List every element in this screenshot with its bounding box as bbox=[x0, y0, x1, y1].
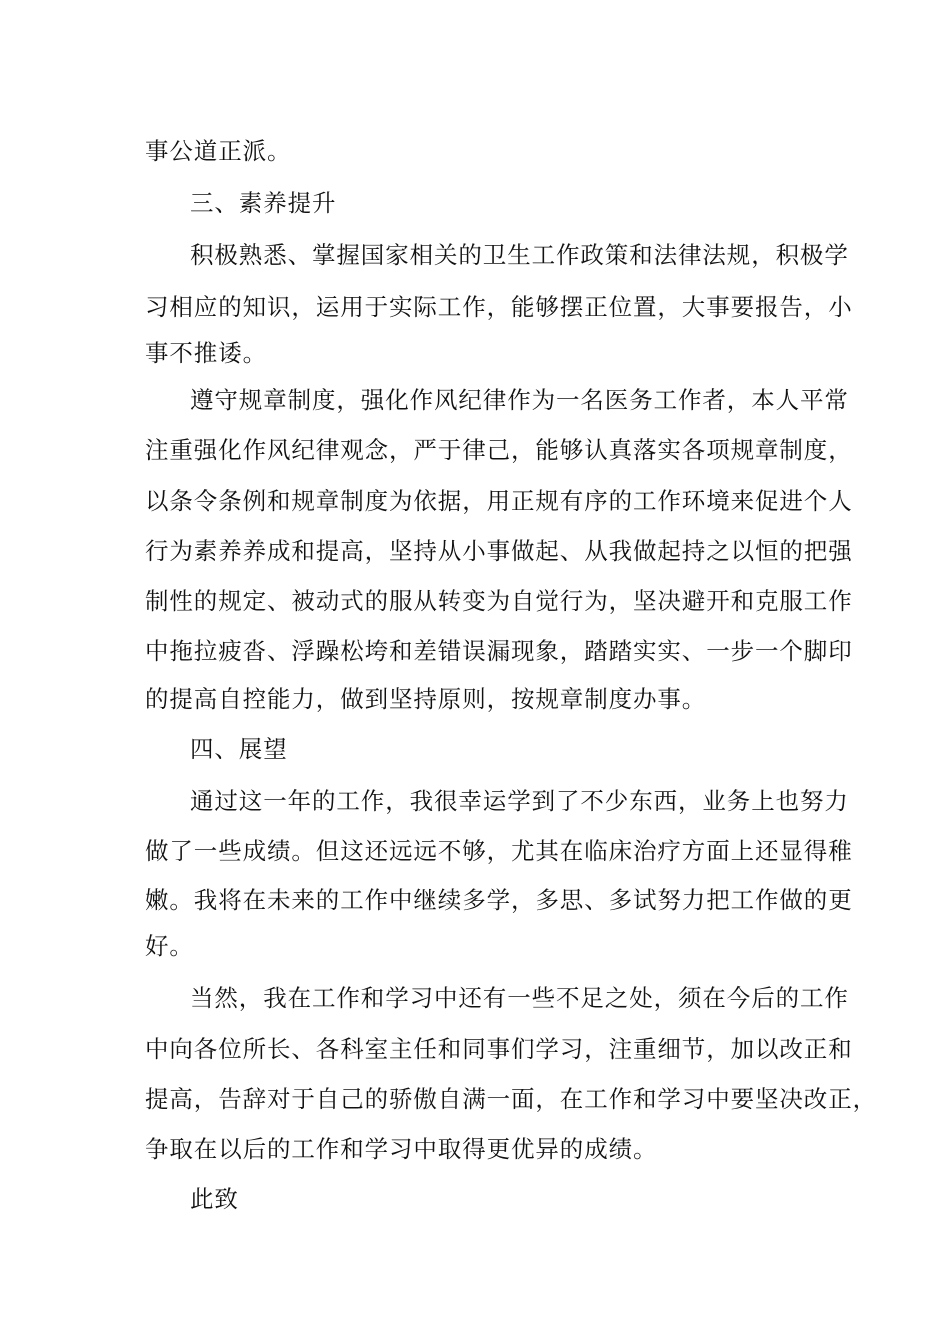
paragraph-line: 通过这一年的工作，我很幸运学到了不少东西，业务上也努力 bbox=[190, 787, 849, 815]
section-heading: 四、展望 bbox=[190, 735, 288, 763]
paragraph-line: 中向各位所长、各科室主任和同事们学习，注重细节，加以改正和 bbox=[145, 1035, 853, 1063]
paragraph-line: 中拖拉疲沓、浮躁松垮和差错误漏现象，踏踏实实、一步一个脚印 bbox=[145, 637, 853, 665]
section-heading: 三、素养提升 bbox=[190, 189, 337, 217]
paragraph-line: 的提高自控能力，做到坚持原则，按规章制度办事。 bbox=[145, 685, 707, 713]
paragraph-line: 争取在以后的工作和学习中取得更优异的成绩。 bbox=[145, 1135, 658, 1163]
paragraph-line: 提高，告辞对于自己的骄傲自满一面，在工作和学习中要坚决改正， bbox=[145, 1085, 877, 1113]
paragraph-line: 以条令条例和规章制度为依据，用正规有序的工作环境来促进个人 bbox=[145, 487, 853, 515]
paragraph-line: 习相应的知识，运用于实际工作，能够摆正位置，大事要报告，小 bbox=[145, 293, 853, 321]
paragraph-line: 注重强化作风纪律观念，严于律己，能够认真落实各项规章制度， bbox=[145, 436, 853, 464]
paragraph-line: 积极熟悉、掌握国家相关的卫生工作政策和法律法规，积极学 bbox=[190, 241, 849, 269]
paragraph-line: 遵守规章制度，强化作风纪律作为一名医务工作者，本人平常 bbox=[190, 386, 849, 414]
paragraph-line: 嫩。我将在未来的工作中继续多学，多思、多试努力把工作做的更 bbox=[145, 886, 853, 914]
paragraph-line: 事不推诿。 bbox=[145, 339, 267, 367]
paragraph-line: 当然，我在工作和学习中还有一些不足之处，须在今后的工作 bbox=[190, 984, 849, 1012]
closing-line: 此致 bbox=[190, 1185, 239, 1213]
paragraph-line: 好。 bbox=[145, 932, 194, 960]
paragraph-line: 事公道正派。 bbox=[145, 137, 292, 165]
paragraph-line: 制性的规定、被动式的服从转变为自觉行为，坚决避开和克服工作 bbox=[145, 587, 853, 615]
paragraph-line: 行为素养养成和提高，坚持从小事做起、从我做起持之以恒的把强 bbox=[145, 537, 853, 565]
paragraph-line: 做了一些成绩。但这还远远不够，尤其在临床治疗方面上还显得稚 bbox=[145, 837, 853, 865]
